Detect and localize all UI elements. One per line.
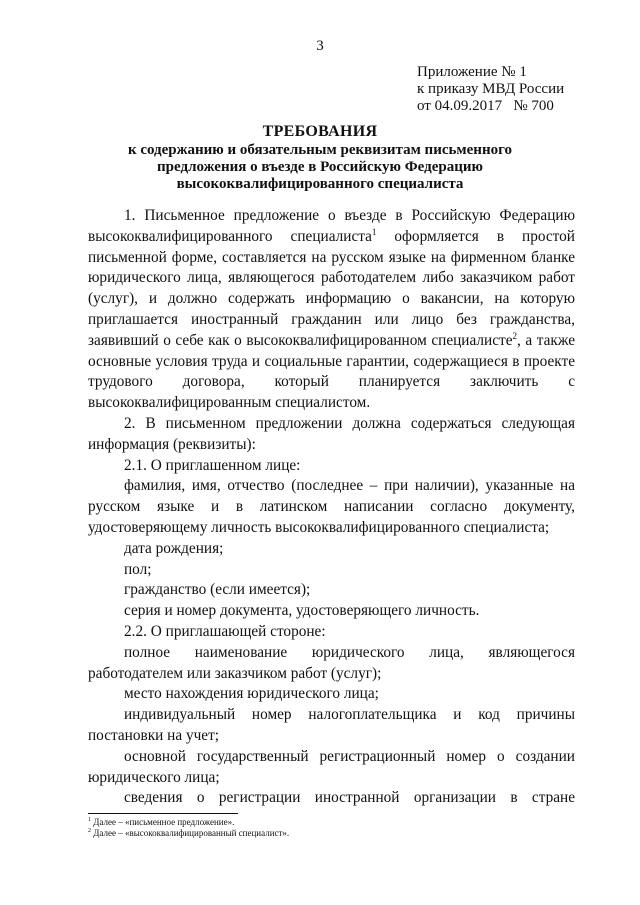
title-line-3: высококвалифицированного специалиста xyxy=(176,176,464,192)
paragraph-2-2-e: сведения о регистрации иностранной организации в стране xyxy=(124,789,575,807)
footnote-divider xyxy=(88,813,238,814)
paragraph-2-1-a: фамилия, имя, отчество (последнее – при наличии), указанные на русском языке и в латинском написании согласно документу, удостоверяющему личность высококвалифицированного специалиста; xyxy=(88,477,575,536)
paragraph-2-2-a: полное наименование юридического лица, являющегося работодателем или заказчиком работ (услуг); xyxy=(88,643,575,682)
footnote-2-text: Далее – «высококвалифицированный специалист». xyxy=(91,828,290,838)
title-line-2: предложения о въезде в Российскую Федерацию xyxy=(157,159,483,175)
paragraph-2-1-b: дата рождения; xyxy=(124,539,224,557)
appendix-header xyxy=(417,64,564,115)
paragraph-2-2-d: основной государственный регистрационный номер о создании юридического лица; xyxy=(88,747,575,786)
footnote-1-text: Далее – «письменное предложение». xyxy=(91,817,235,827)
footnote-2 xyxy=(88,828,575,839)
footnote-ref-2: 2 xyxy=(512,330,517,341)
paragraph-1-part-b: оформляется в простой письменной форме, составляется на русском языке на фирменном бланке юридического лица, являющегося работодателем либо заказчиком работ (услуг), и должно содержать информацию о вакансии, на которую приглашается иностранный гражданин или лицо без гражданства, заявивший о себе как о высококвалифицированном специалисте xyxy=(88,227,575,349)
paragraph-2-2-b: место нахождения юридического лица; xyxy=(124,685,379,703)
paragraph-2-1-c: пол; xyxy=(124,560,152,578)
paragraph-2-1: 2.1. О приглашенном лице: xyxy=(124,456,301,474)
footnote-1 xyxy=(88,817,575,828)
title-main: ТРЕБОВАНИЯ xyxy=(262,123,378,140)
paragraph-2-2: 2.2. О приглашающей стороне: xyxy=(124,622,326,640)
footnote-ref-1: 1 xyxy=(371,226,377,237)
document-body xyxy=(88,206,575,809)
paragraph-1 xyxy=(88,206,575,414)
paragraph-2: 2. В письменном предложении должна содержаться следующая информация (реквизиты): xyxy=(88,414,575,453)
footnote-1-mark: 1 xyxy=(88,817,91,823)
footnote-2-mark: 2 xyxy=(88,828,91,834)
paragraph-2-2-c: индивидуальный номер налогоплательщика и код причины постановки на учет; xyxy=(88,706,575,744)
appendix-line-2: к приказу МВД России xyxy=(417,81,565,97)
appendix-line-1: Приложение № 1 xyxy=(417,64,527,80)
paragraph-2-1-d: гражданство (если имеется); xyxy=(124,581,311,599)
paragraph-1-part-a: 1. Письменное предложение о въезде в Российскую Федерацию высококвалифицированного специалиста xyxy=(88,207,575,245)
paragraph-1-part-c: , а также основные условия труда и социальные гарантии, содержащиеся в проекте трудового договора, который планируется заключить с высококвалифицированным специалистом. xyxy=(88,331,576,412)
paragraph-2-1-e: серия и номер документа, удостоверяющего личность. xyxy=(124,602,480,620)
appendix-line-3: от 04.09.2017 № 700 xyxy=(417,98,554,114)
title-line-1: к содержанию и обязательным реквизитам письменного xyxy=(127,142,513,158)
footnotes xyxy=(88,817,575,839)
document-title xyxy=(0,121,640,193)
page-number: 3 xyxy=(316,38,324,54)
